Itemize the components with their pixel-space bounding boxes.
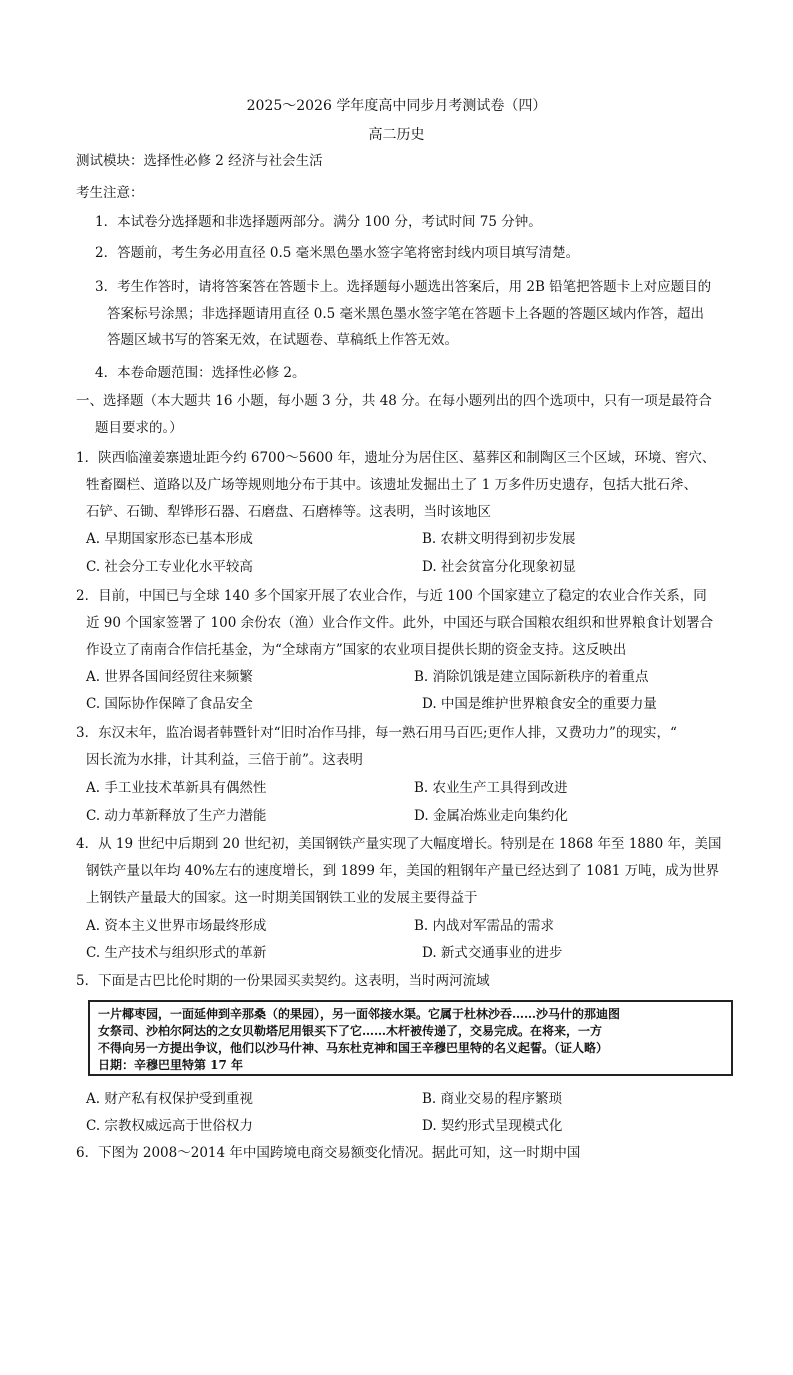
q3-option-a: A. 手工业技术革新具有偶然性	[86, 780, 267, 796]
q2-stem-line-1: 2．目前，中国已与全球 140 多个国家开展了农业合作，与近 100 个国家建立了稳定的农业合作关系，同	[76, 588, 707, 604]
test-module: 测试模块：选择性必修 2 经济与社会生活	[76, 153, 323, 169]
notice-item-3-line-1: 3．考生作答时，请将答案答在答题卡上。选择题每小题选出答案后，用 2B 铅笔把答题卡上对应题目的	[95, 279, 712, 295]
notice-item-3-line-2: 答案标号涂黑；非选择题请用直径 0.5 毫米黑色墨水签字笔在答题卡上各题的答题区域内作答，超出	[107, 306, 705, 322]
exam-subject: 高二历史	[368, 127, 425, 143]
q3-option-b: B. 农业生产工具得到改进	[414, 780, 568, 796]
q1-stem-line-1: 1．陕西临潼姜寨遗址距今约 6700～5600 年，遗址分为居住区、墓葬区和制陶区三个区域，环境、窖穴、	[76, 450, 716, 466]
q6-stem-line-1: 6．下图为 2008～2014 年中国跨境电商交易额变化情况。据此可知，这一时期中国	[76, 1145, 581, 1161]
q2-option-d: D. 中国是维护世界粮食安全的重要力量	[422, 696, 657, 712]
q2-option-c: C. 国际协作保障了食品安全	[86, 696, 253, 712]
contract-line-2: 女祭司、沙柏尔阿达的之女贝勒塔尼用银买下了它……木杆被传递了，交易完成。在将来，一方	[98, 1024, 603, 1038]
q4-stem-line-1: 4．从 19 世纪中后期到 20 世纪初，美国钢铁产量实现了大幅度增长。特别是在 1868 年至 1880 年，美国	[76, 836, 722, 852]
q5-option-c: C. 宗教权威远高于世俗权力	[86, 1118, 253, 1134]
notice-item-2: 2．答题前，考生务必用直径 0.5 毫米黑色墨水签字笔将密封线内项目填写清楚。	[95, 245, 580, 261]
q5-option-a: A. 财产私有权保护受到重视	[86, 1091, 253, 1107]
q5-stem-line-1: 5．下面是古巴比伦时期的一份果园买卖契约。这表明，当时两河流域	[76, 973, 490, 989]
notice-item-1: 1．本试卷分选择题和非选择题两部分。满分 100 分，考试时间 75 分钟。	[95, 214, 542, 230]
q1-option-d: D. 社会贫富分化现象初显	[422, 559, 576, 575]
exam-title: 2025～2026 学年度高中同步月考测试卷（四）	[246, 98, 547, 114]
q2-option-a: A. 世界各国间经贸往来频繁	[86, 669, 253, 685]
q4-option-d: D. 新式交通事业的进步	[422, 945, 563, 961]
q1-option-b: B. 农耕文明得到初步发展	[422, 531, 576, 547]
q3-stem-line-2: 因长流为水排，计其利益，三倍于前”。这表明	[86, 752, 363, 768]
q3-option-c: C. 动力革新释放了生产力潜能	[86, 808, 267, 824]
q4-option-a: A. 资本主义世界市场最终形成	[86, 918, 267, 934]
q2-stem-line-2: 近 90 个国家签署了 100 余份农（渔）业合作文件。此外，中国还与联合国粮农组织和世界粮食计划署合	[86, 615, 714, 631]
q3-stem-line-1: 3．东汉末年，监冶谒者韩暨针对“旧时冶作马排，每一熟石用马百匹;更作人排，又费功力”的现实，“	[76, 725, 677, 741]
contract-line-3: 不得向另一方提出争议，他们以沙马什神、马东杜克神和国王辛穆巴里特的名义起誓。（证人略）	[98, 1041, 609, 1055]
q1-stem-line-3: 石铲、石锄、犁铧形石器、石磨盘、石磨棒等。这表明，当时该地区	[86, 504, 491, 520]
q1-option-a: A. 早期国家形态已基本形成	[86, 531, 253, 547]
contract-excerpt-box	[88, 1000, 733, 1076]
contract-line-1: 一片椰枣园，一面延伸到辛那桑（的果园），另一面邻接水渠。它属于杜林沙吞……沙马什的那迪图	[98, 1007, 621, 1021]
section-heading-line-1: 一、选择题（本大题共 16 小题，每小题 3 分，共 48 分。在每小题列出的四个选项中，只有一项是最符合	[76, 393, 712, 409]
q4-option-c: C. 生产技术与组织形式的革新	[86, 945, 267, 961]
q1-stem-line-2: 牲畜圈栏、道路以及广场等规则地分布于其中。该遗址发掘出土了 1 万多件历史遗存，包括大批石斧、	[86, 477, 698, 493]
q5-option-b: B. 商业交易的程序繁琐	[422, 1091, 563, 1107]
q4-option-b: B. 内战对军需品的需求	[414, 918, 555, 934]
q4-stem-line-2: 钢铁产量以年均 40%左右的速度增长，到 1899 年，美国的粗钢年产量已经达到了 1081 万吨，成为世界	[86, 863, 720, 879]
section-heading-line-2: 题目要求的。）	[95, 420, 183, 436]
q4-stem-line-3: 上钢铁产量最大的国家。这一时期美国钢铁工业的发展主要得益于	[86, 890, 478, 906]
q2-stem-line-3: 作设立了南南合作信托基金，为“全球南方”国家的农业项目提供长期的资金支持。这反映出	[86, 642, 627, 658]
q5-option-d: D. 契约形式呈现模式化	[422, 1118, 563, 1134]
q1-option-c: C. 社会分工专业化水平较高	[86, 559, 253, 575]
notice-item-4: 4．本卷命题范围：选择性必修 2。	[95, 365, 306, 381]
q3-option-d: D. 金属冶炼业走向集约化	[414, 808, 568, 824]
q2-option-b: B. 消除饥饿是建立国际新秩序的着重点	[414, 669, 649, 685]
notice-heading: 考生注意：	[76, 185, 144, 201]
contract-line-4: 日期：辛穆巴里特第 17 年	[98, 1058, 244, 1072]
notice-item-3-line-3: 答题区域书写的答案无效，在试题卷、草稿纸上作答无效。	[107, 332, 458, 348]
